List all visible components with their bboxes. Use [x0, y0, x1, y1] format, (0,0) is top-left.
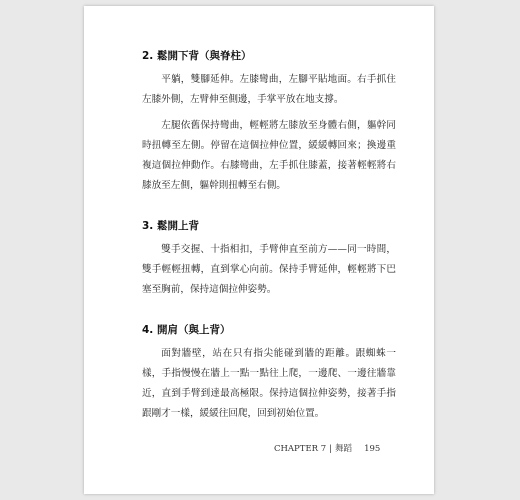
section-shoulder-opener: [142, 322, 396, 424]
page-number: 195: [364, 444, 381, 454]
paragraph: 平躺，雙腳延伸。左膝彎曲，左腳平貼地面。右手抓住左膝外側，左臂伸至側邊，手掌平放在地支撐。: [142, 74, 396, 105]
section-upper-back: [142, 218, 396, 300]
section-lower-back: [142, 48, 396, 196]
section-heading: 3. 鬆開上背: [142, 220, 199, 232]
footer-separator: |: [329, 444, 333, 454]
section-heading: 4. 開肩（與上背）: [142, 324, 231, 336]
chapter-label: CHAPTER 7: [274, 444, 327, 454]
chapter-title: 舞蹈: [335, 444, 353, 454]
paragraph: 左腿依舊保持彎曲，輕輕將左膝放至身體右側，軀幹同時扭轉至左側。停留在這個拉伸位置，緩緩轉回來；換邊重複這個拉伸動作。右膝彎曲，左手抓住膝蓋，接著輕輕將右膝放至左側，軀幹則扭轉至右側。: [142, 120, 396, 191]
book-page: [84, 6, 434, 494]
paragraph: 雙手交握、十指相扣，手臂伸直至前方——同一時間，雙手輕輕扭轉，直到掌心向前。保持手臂延伸，輕輕將下巴塞至胸前，保持這個拉伸姿勢。: [142, 244, 396, 295]
page-content: [142, 48, 396, 446]
paragraph: 面對牆壁，站在只有指尖能碰到牆的距離。跟蜘蛛一樣，手指慢慢在牆上一點一點往上爬，一邊爬、一邊往牆靠近，直到手臂到達最高極限。保持這個拉伸姿勢，接著手指跟剛才一樣，緩緩往回爬，回到初始位置。: [142, 348, 396, 419]
page-footer: [274, 442, 380, 454]
section-heading: 2. 鬆開下背（與脊柱）: [142, 50, 252, 62]
